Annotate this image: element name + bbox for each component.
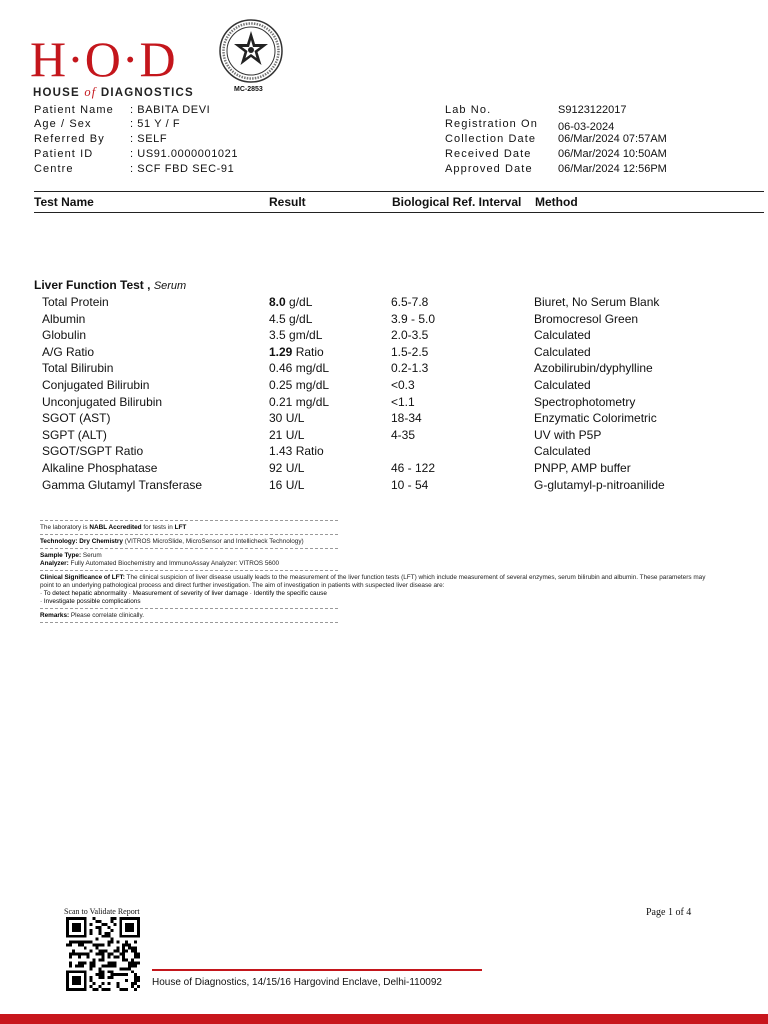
result-value: 0.25 bbox=[269, 378, 293, 392]
centre: : SCF FBD SEC-91 bbox=[130, 163, 235, 175]
header-top-rule bbox=[34, 191, 764, 192]
ref-interval: 4-35 bbox=[391, 427, 416, 442]
table-row bbox=[0, 360, 768, 377]
scan-label: Scan to Validate Report bbox=[64, 907, 140, 916]
page-number: Page 1 of 4 bbox=[646, 907, 692, 918]
patient-id-row bbox=[0, 147, 768, 162]
test-name: Alkaline Phosphatase bbox=[42, 461, 158, 475]
test-result bbox=[269, 360, 329, 376]
test-name: A/G Ratio bbox=[42, 344, 95, 359]
patient-name: : BABITA DEVI bbox=[130, 104, 211, 116]
result-unit: U/L bbox=[282, 427, 305, 442]
clinical-significance: Clinical Significance of LFT: The clinical suspicion of liver disease usually leads to the measurement of the liver function tests (LFT) which include measurement of several enzymes, serum bilirubin and albumin. These parameters may point to an underlying pathological process and direct further investigation. The aim of investigation in patients with suspected liver disease are: bbox=[40, 574, 706, 589]
test-result bbox=[269, 344, 324, 360]
table-row bbox=[0, 394, 768, 411]
test-method: Bromocresol Green bbox=[534, 311, 639, 326]
table-row bbox=[0, 377, 768, 394]
registration-label: Registration On bbox=[445, 118, 538, 130]
collection-label: Collection Date bbox=[445, 133, 537, 145]
lab-no-label: Lab No. bbox=[445, 104, 492, 116]
referred-row bbox=[0, 132, 768, 147]
ref-interval: 1.5-2.5 bbox=[391, 344, 429, 359]
result-unit: g/dL bbox=[285, 311, 313, 326]
test-name: Total Bilirubin bbox=[42, 361, 114, 376]
approved-label: Approved Date bbox=[445, 163, 533, 175]
ref-interval: <0.3 bbox=[391, 378, 415, 392]
test-method: UV with P5P bbox=[534, 427, 602, 442]
test-method: G-glutamyl-p-nitroanilide bbox=[534, 477, 665, 492]
test-result bbox=[269, 477, 304, 493]
result-value: 3.5 bbox=[269, 328, 286, 343]
received-label: Received Date bbox=[445, 148, 532, 160]
result-unit: U/L bbox=[282, 411, 305, 426]
test-result bbox=[269, 460, 304, 476]
test-result bbox=[269, 327, 322, 343]
age-row bbox=[0, 117, 768, 132]
section-name: Liver Function Test , bbox=[34, 278, 151, 292]
test-method: Spectrophotometry bbox=[534, 394, 636, 409]
result-value: 8.0 bbox=[269, 295, 286, 309]
test-name: Unconjugated Bilirubin bbox=[42, 394, 163, 409]
test-name: Conjugated Bilirubin bbox=[42, 378, 150, 392]
patient-id: : US91.0000001021 bbox=[130, 148, 239, 160]
result-value: 92 bbox=[269, 461, 283, 475]
result-value: 0.46 bbox=[269, 361, 293, 376]
centre-row bbox=[0, 162, 768, 177]
sample-type-note: Sample Type: Serum bbox=[40, 552, 102, 559]
result-unit: mg/dL bbox=[292, 378, 330, 392]
age-sex: : 51 Y / F bbox=[130, 118, 181, 130]
report-notes bbox=[40, 518, 712, 626]
nabl-note: The laboratory is NABL Accredited for tests in LFT bbox=[40, 524, 187, 531]
section-title bbox=[34, 278, 186, 292]
lab-address: House of Diagnostics, 14/15/16 Hargovind Enclave, Delhi-110092 bbox=[152, 977, 442, 988]
test-result bbox=[269, 443, 324, 459]
result-unit: U/L bbox=[282, 461, 305, 475]
registration-date: 06-03-2024 bbox=[558, 121, 615, 133]
test-method: Calculated bbox=[534, 328, 591, 343]
patient-name-label: Patient Name bbox=[34, 104, 114, 116]
header-bottom-rule bbox=[34, 212, 764, 213]
table-row bbox=[0, 443, 768, 460]
logo-of: of bbox=[84, 85, 97, 99]
test-name: Globulin bbox=[42, 328, 87, 343]
qr-code-icon[interactable] bbox=[64, 917, 142, 991]
footer-rule bbox=[152, 969, 482, 971]
result-unit: mg/dL bbox=[292, 361, 330, 376]
lab-no: S9123122017 bbox=[558, 104, 627, 116]
test-result bbox=[269, 427, 304, 443]
received-date: 06/Mar/2024 10:50AM bbox=[558, 148, 667, 160]
result-unit: mg/dL bbox=[292, 394, 330, 409]
result-value: 16 bbox=[269, 477, 283, 492]
result-value: 4.5 bbox=[269, 311, 286, 326]
th-ref-interval: Biological Ref. Interval bbox=[392, 195, 522, 209]
ref-interval: 46 - 122 bbox=[391, 461, 436, 475]
test-result bbox=[269, 311, 312, 327]
th-result: Result bbox=[269, 195, 306, 209]
table-row bbox=[0, 410, 768, 427]
analyzer-note: Analyzer: Fully Automated Biochemistry and ImmunoAssay Analyzer: VITROS 5600 bbox=[40, 560, 280, 567]
referred-by-label: Referred By bbox=[34, 133, 105, 145]
centre-label: Centre bbox=[34, 163, 74, 175]
test-name: Gamma Glutamyl Transferase bbox=[42, 477, 203, 492]
result-unit: Ratio bbox=[292, 344, 324, 359]
test-method: PNPP, AMP buffer bbox=[534, 461, 631, 475]
test-name: SGOT (AST) bbox=[42, 411, 111, 426]
test-result bbox=[269, 377, 329, 393]
test-method: Enzymatic Colorimetric bbox=[534, 411, 657, 426]
table-row bbox=[0, 477, 768, 494]
logo-house: HOUSE bbox=[33, 87, 80, 99]
ref-interval: 6.5-7.8 bbox=[391, 295, 429, 309]
technology-note: Technology: Dry Chemistry (VITROS MicroSlide, MicroSensor and Intellicheck Technology) bbox=[40, 538, 304, 545]
ref-interval: 3.9 - 5.0 bbox=[391, 311, 436, 326]
test-method: Biuret, No Serum Blank bbox=[534, 295, 660, 309]
section-specimen: Serum bbox=[153, 280, 187, 292]
test-method: Calculated bbox=[534, 344, 591, 359]
table-row bbox=[0, 427, 768, 444]
test-result bbox=[269, 394, 329, 410]
result-unit: U/L bbox=[282, 477, 305, 492]
age-sex-label: Age / Sex bbox=[34, 118, 92, 130]
ref-interval: <1.1 bbox=[391, 394, 415, 409]
test-result bbox=[269, 294, 312, 310]
result-value: 0.21 bbox=[269, 394, 293, 409]
patient-id-label: Patient ID bbox=[34, 148, 94, 160]
collection-date: 06/Mar/2024 07:57AM bbox=[558, 133, 667, 145]
ref-interval: 18-34 bbox=[391, 411, 422, 426]
logo-wordmark: H·O·D bbox=[30, 31, 177, 87]
ref-interval: 2.0-3.5 bbox=[391, 328, 429, 343]
test-name: Total Protein bbox=[42, 295, 109, 309]
referred-by: : SELF bbox=[130, 133, 168, 145]
test-method: Calculated bbox=[534, 444, 591, 459]
table-row bbox=[0, 344, 768, 361]
test-method: Azobilirubin/dyphylline bbox=[534, 361, 653, 376]
th-method: Method bbox=[535, 195, 578, 209]
result-value: 30 bbox=[269, 411, 283, 426]
result-unit: g/dL bbox=[285, 295, 313, 309]
logo-tagline bbox=[33, 85, 194, 100]
table-row bbox=[0, 460, 768, 477]
table-row bbox=[0, 327, 768, 344]
footer-brand-bar bbox=[0, 1014, 768, 1024]
result-unit: gm/dL bbox=[285, 328, 323, 343]
logo-diagnostics: DIAGNOSTICS bbox=[100, 87, 194, 99]
remarks-note: Remarks: Please correlate clinically. bbox=[40, 612, 144, 619]
patient-name-row bbox=[0, 103, 768, 118]
table-row bbox=[0, 311, 768, 328]
result-value: 1.29 bbox=[269, 344, 293, 359]
result-unit: Ratio bbox=[292, 444, 324, 459]
test-name: SGOT/SGPT Ratio bbox=[42, 444, 144, 459]
table-row bbox=[0, 294, 768, 311]
seal-label: MC-2853 bbox=[234, 86, 263, 93]
result-value: 21 bbox=[269, 427, 283, 442]
ref-interval: 10 - 54 bbox=[391, 477, 429, 492]
approved-date: 06/Mar/2024 12:56PM bbox=[558, 163, 667, 175]
th-test-name: Test Name bbox=[34, 195, 94, 209]
bullet-1: · To detect hepatic abnormality · Measurement of severity of liver damage · Identify the specific cause bbox=[40, 590, 327, 597]
test-method: Calculated bbox=[534, 378, 591, 392]
test-name: SGPT (ALT) bbox=[42, 427, 107, 442]
result-value: 1.43 bbox=[269, 444, 293, 459]
test-name: Albumin bbox=[42, 311, 86, 326]
ref-interval: 0.2-1.3 bbox=[391, 361, 429, 376]
bullet-2: · Investigate possible complications bbox=[40, 598, 141, 605]
test-result bbox=[269, 410, 304, 426]
nabl-seal-icon bbox=[218, 18, 284, 84]
